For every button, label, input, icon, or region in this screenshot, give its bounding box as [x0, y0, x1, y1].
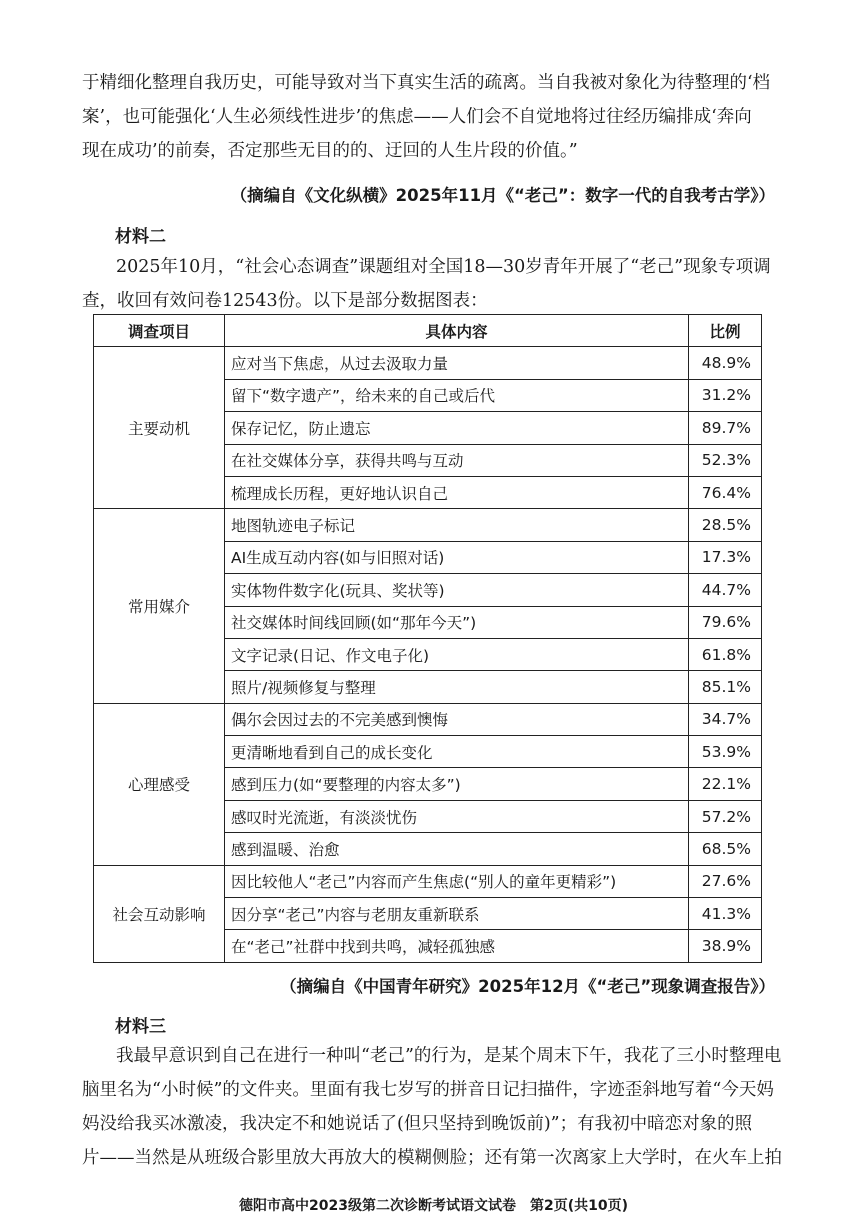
table-row	[94, 865, 762, 897]
material-3-line: 脑里名为“小时候”的文件夹。里面有我七岁写的拼音日记扫描件，字迹歪斜地写着“今天妈	[82, 1080, 774, 1100]
material-3-line: 片——当然是从班级合影里放大再放大的模糊侧脸；还有第一次离家上大学时，在火车上拍	[82, 1148, 782, 1168]
material-2-line: 查，收回有效问卷12543份。以下是部分数据图表：	[82, 291, 488, 311]
intro-line: 于精细化整理自我历史，可能导致对当下真实生活的疏离。当自我被对象化为待整理的‘档	[82, 73, 771, 93]
category-cell: 心理感受	[94, 703, 225, 865]
content-cell: 感到温暖、治愈	[225, 833, 689, 865]
content-cell: 社交媒体时间线回顾(如“那年今天”)	[225, 606, 689, 638]
content-cell: 梳理成长历程，更好地认识自己	[225, 476, 689, 508]
source-citation-2: （摘编自《中国青年研究》2025年12月《“老己”现象调查报告》）	[280, 977, 775, 996]
content-cell: 因分享“老己”内容与老朋友重新联系	[225, 898, 689, 930]
header-percent: 比例	[689, 315, 762, 347]
content-cell: 留下“数字遗产”，给未来的自己或后代	[225, 379, 689, 411]
category-cell: 主要动机	[94, 347, 225, 509]
content-cell: 在“老己”社群中找到共鸣，减轻孤独感	[225, 930, 689, 962]
percent-cell: 38.9%	[689, 930, 762, 962]
table-row	[94, 509, 762, 541]
material-2-line: 2025年10月，“社会心态调查”课题组对全国18—30岁青年开展了“老己”现象专项调	[116, 257, 771, 277]
page-footer: 德阳市高中2023级第二次诊断考试语文试卷 第2页(共10页)	[239, 1198, 628, 1214]
content-cell: 感叹时光流逝，有淡淡忧伤	[225, 800, 689, 832]
percent-cell: 79.6%	[689, 606, 762, 638]
percent-cell: 68.5%	[689, 833, 762, 865]
material-2-paragraph	[82, 250, 782, 318]
percent-cell: 52.3%	[689, 444, 762, 476]
material-3-line: 妈没给我买冰激凌，我决定不和她说话了(但只坚持到晚饭前)”；有我初中暗恋对象的照	[82, 1114, 753, 1134]
material-3-paragraph	[82, 1039, 782, 1175]
material-3-heading: 材料三	[115, 1017, 166, 1037]
percent-cell: 27.6%	[689, 865, 762, 897]
header-content: 具体内容	[225, 315, 689, 347]
percent-cell: 17.3%	[689, 541, 762, 573]
table-row	[94, 347, 762, 379]
content-cell: 地图轨迹电子标记	[225, 509, 689, 541]
content-cell: 更清晰地看到自己的成长变化	[225, 736, 689, 768]
percent-cell: 34.7%	[689, 703, 762, 735]
content-cell: 感到压力(如“要整理的内容太多”)	[225, 768, 689, 800]
category-cell: 社会互动影响	[94, 865, 225, 962]
category-cell: 常用媒介	[94, 509, 225, 703]
percent-cell: 48.9%	[689, 347, 762, 379]
content-cell: 保存记忆，防止遗忘	[225, 412, 689, 444]
material-3-line: 我最早意识到自己在进行一种叫“老己”的行为，是某个周末下午，我花了三小时整理电	[116, 1046, 782, 1066]
percent-cell: 41.3%	[689, 898, 762, 930]
content-cell: 应对当下焦虑，从过去汲取力量	[225, 347, 689, 379]
content-cell: AI生成互动内容(如与旧照对话)	[225, 541, 689, 573]
intro-line: 案’，也可能强化‘人生必须线性进步’的焦虑——人们会不自觉地将过往经历编排成‘奔向	[82, 107, 752, 127]
content-cell: 照片/视频修复与整理	[225, 671, 689, 703]
table-header-row	[94, 315, 762, 347]
percent-cell: 89.7%	[689, 412, 762, 444]
header-category: 调查项目	[94, 315, 225, 347]
intro-line: 现在成功’的前奏，否定那些无目的的、迂回的人生片段的价值。”	[82, 141, 578, 161]
percent-cell: 44.7%	[689, 574, 762, 606]
intro-paragraph	[82, 66, 782, 168]
percent-cell: 22.1%	[689, 768, 762, 800]
percent-cell: 28.5%	[689, 509, 762, 541]
content-cell: 因比较他人“老己”内容而产生焦虑(“别人的童年更精彩”)	[225, 865, 689, 897]
survey-table	[93, 314, 762, 963]
source-citation-1: （摘编自《文化纵横》2025年11月《“老己”：数字一代的自我考古学》）	[230, 186, 775, 205]
content-cell: 文字记录(日记、作文电子化)	[225, 638, 689, 670]
content-cell: 在社交媒体分享，获得共鸣与互动	[225, 444, 689, 476]
content-cell: 偶尔会因过去的不完美感到懊悔	[225, 703, 689, 735]
percent-cell: 53.9%	[689, 736, 762, 768]
percent-cell: 76.4%	[689, 476, 762, 508]
content-cell: 实体物件数字化(玩具、奖状等)	[225, 574, 689, 606]
percent-cell: 31.2%	[689, 379, 762, 411]
percent-cell: 57.2%	[689, 800, 762, 832]
table-row	[94, 703, 762, 735]
percent-cell: 61.8%	[689, 638, 762, 670]
percent-cell: 85.1%	[689, 671, 762, 703]
material-2-heading: 材料二	[115, 227, 166, 247]
